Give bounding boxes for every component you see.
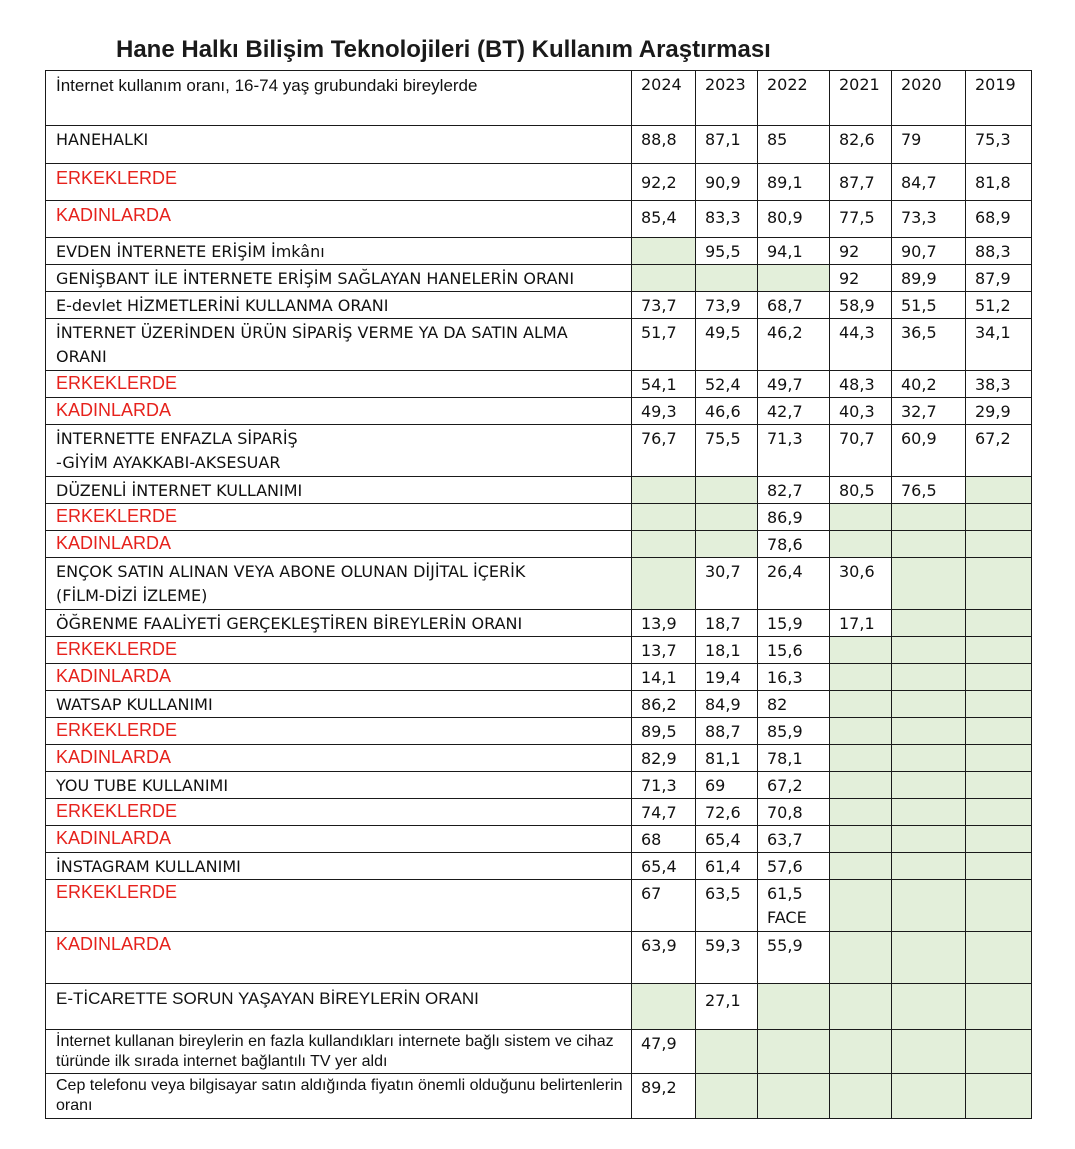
table-row (46, 799, 1032, 826)
value-cell: 76,7 (632, 425, 696, 477)
header-row (46, 71, 1032, 126)
value-cell (830, 745, 892, 772)
value-cell: 65,4 (632, 853, 696, 880)
header-label: İnternet kullanım oranı, 16-74 yaş grubundaki bireylerde (46, 71, 632, 126)
value-cell (696, 477, 758, 504)
value-cell (966, 504, 1032, 531)
value-cell (966, 610, 1032, 637)
value-cell: 68,9 (966, 201, 1032, 238)
value-cell (830, 826, 892, 853)
value-cell (632, 984, 696, 1030)
value-cell (892, 1074, 966, 1119)
value-cell: 80,5 (830, 477, 892, 504)
table-row (46, 398, 1032, 425)
value-cell: 74,7 (632, 799, 696, 826)
value-cell (966, 664, 1032, 691)
table-row (46, 691, 1032, 718)
value-cell: 51,5 (892, 292, 966, 319)
value-cell (966, 531, 1032, 558)
row-label: İNSTAGRAM KULLANIMI (46, 853, 632, 880)
value-cell: 14,1 (632, 664, 696, 691)
value-cell (892, 932, 966, 984)
value-cell (830, 531, 892, 558)
value-cell: 18,1 (696, 637, 758, 664)
value-cell (892, 745, 966, 772)
value-cell: 68,7 (758, 292, 830, 319)
value-cell: 92 (830, 238, 892, 265)
value-cell: 59,3 (696, 932, 758, 984)
value-cell: 55,9 (758, 932, 830, 984)
value-cell: 80,9 (758, 201, 830, 238)
value-cell: 78,6 (758, 531, 830, 558)
value-cell: 29,9 (966, 398, 1032, 425)
table-row (46, 637, 1032, 664)
value-cell: 49,3 (632, 398, 696, 425)
value-cell: 95,5 (696, 238, 758, 265)
value-cell (758, 265, 830, 292)
value-cell: 90,9 (696, 164, 758, 201)
table-row (46, 265, 1032, 292)
row-label: İNTERNET ÜZERİNDEN ÜRÜN SİPARİŞ VERME YA DA SATIN ALMA ORANI (46, 319, 632, 371)
value-cell: 73,3 (892, 201, 966, 238)
value-cell (830, 504, 892, 531)
statistics-table (45, 70, 1032, 1119)
year-header: 2023 (696, 71, 758, 126)
value-cell (830, 772, 892, 799)
value-cell: 60,9 (892, 425, 966, 477)
table-row (46, 826, 1032, 853)
row-label: ÖĞRENME FAALİYETİ GERÇEKLEŞTİREN BİREYLERİN ORANI (46, 610, 632, 637)
value-cell (892, 853, 966, 880)
value-cell (892, 799, 966, 826)
row-label: Cep telefonu veya bilgisayar satın aldığında fiyatın önemli olduğunu belirtenlerin oranı (46, 1074, 632, 1119)
value-cell: 71,3 (632, 772, 696, 799)
row-label-line: ENÇOK SATIN ALINAN VEYA ABONE OLUNAN DİJİTAL İÇERİK (56, 562, 526, 581)
value-cell: 18,7 (696, 610, 758, 637)
value-cell (632, 558, 696, 610)
value-cell: 75,5 (696, 425, 758, 477)
value-cell (892, 664, 966, 691)
value-cell: 72,6 (696, 799, 758, 826)
value-cell (696, 1074, 758, 1119)
value-cell: 86,2 (632, 691, 696, 718)
value-cell (966, 477, 1032, 504)
value-cell: 67 (632, 880, 696, 932)
value-cell: 68 (632, 826, 696, 853)
value-cell: 70,7 (830, 425, 892, 477)
value-cell: 81,1 (696, 745, 758, 772)
value-cell (830, 984, 892, 1030)
value-cell: 87,7 (830, 164, 892, 201)
value-cell: 90,7 (892, 238, 966, 265)
value-cell (632, 265, 696, 292)
value-cell (830, 853, 892, 880)
value-cell: 19,4 (696, 664, 758, 691)
table-row (46, 504, 1032, 531)
year-header: 2022 (758, 71, 830, 126)
value-cell (892, 504, 966, 531)
value-cell: 51,7 (632, 319, 696, 371)
value-cell: 81,8 (966, 164, 1032, 201)
row-label: KADINLARDA (46, 664, 632, 691)
value-cell (966, 1030, 1032, 1074)
value-cell: 89,5 (632, 718, 696, 745)
row-label: E-TİCARETTE SORUN YAŞAYAN BİREYLERİN ORANI (46, 984, 632, 1030)
value-cell: 82,9 (632, 745, 696, 772)
table-row (46, 853, 1032, 880)
value-cell: 44,3 (830, 319, 892, 371)
value-cell: 34,1 (966, 319, 1032, 371)
row-label: ERKEKLERDE (46, 371, 632, 398)
value-cell: 87,9 (966, 265, 1032, 292)
value-cell (892, 826, 966, 853)
value-cell: 49,7 (758, 371, 830, 398)
value-cell (966, 691, 1032, 718)
table-row (46, 477, 1032, 504)
row-label (46, 425, 632, 477)
value-cell: 79 (892, 126, 966, 164)
value-cell (830, 664, 892, 691)
table-row (46, 1074, 1032, 1119)
value-cell (830, 1030, 892, 1074)
row-label: ERKEKLERDE (46, 637, 632, 664)
value-cell (966, 932, 1032, 984)
table-row (46, 932, 1032, 984)
value-cell: 82,6 (830, 126, 892, 164)
table-row (46, 371, 1032, 398)
value-cell: 38,3 (966, 371, 1032, 398)
value-cell: 13,7 (632, 637, 696, 664)
table-row (46, 201, 1032, 238)
value-text: 61,5 (767, 884, 803, 903)
row-label: KADINLARDA (46, 932, 632, 984)
row-label-line: (FİLM-DİZİ İZLEME) (56, 586, 208, 605)
value-cell (830, 1074, 892, 1119)
value-cell (892, 531, 966, 558)
value-cell: 82 (758, 691, 830, 718)
year-header: 2020 (892, 71, 966, 126)
value-cell (696, 531, 758, 558)
row-label: KADINLARDA (46, 201, 632, 238)
value-cell: 82,7 (758, 477, 830, 504)
row-label: HANEHALKI (46, 126, 632, 164)
row-label: İnternet kullanan bireylerin en fazla kullandıkları internete bağlı sistem ve cihaz türünde ilk sırada internet bağlantılı TV yer aldı (46, 1030, 632, 1074)
value-cell (632, 531, 696, 558)
value-cell: 40,3 (830, 398, 892, 425)
table-row (46, 718, 1032, 745)
table-row (46, 292, 1032, 319)
value-cell: 57,6 (758, 853, 830, 880)
row-label: ERKEKLERDE (46, 718, 632, 745)
value-cell: 46,2 (758, 319, 830, 371)
year-header: 2021 (830, 71, 892, 126)
value-cell (966, 745, 1032, 772)
value-cell (830, 637, 892, 664)
table-row (46, 610, 1032, 637)
value-cell: 58,9 (830, 292, 892, 319)
value-cell (758, 880, 830, 932)
value-cell: 36,5 (892, 319, 966, 371)
value-cell: 17,1 (830, 610, 892, 637)
value-cell: 52,4 (696, 371, 758, 398)
value-cell: 75,3 (966, 126, 1032, 164)
value-cell (830, 718, 892, 745)
value-cell: 46,6 (696, 398, 758, 425)
value-cell: 30,6 (830, 558, 892, 610)
value-cell: 27,1 (696, 984, 758, 1030)
row-label: KADINLARDA (46, 398, 632, 425)
value-cell: 51,2 (966, 292, 1032, 319)
value-cell (966, 984, 1032, 1030)
row-label: ERKEKLERDE (46, 504, 632, 531)
value-cell: 84,7 (892, 164, 966, 201)
table-row (46, 164, 1032, 201)
value-cell: 40,2 (892, 371, 966, 398)
value-cell (966, 826, 1032, 853)
value-cell: 85 (758, 126, 830, 164)
value-cell: 67,2 (758, 772, 830, 799)
value-cell (966, 853, 1032, 880)
value-cell: 67,2 (966, 425, 1032, 477)
table-row (46, 745, 1032, 772)
value-cell: 73,7 (632, 292, 696, 319)
table-row (46, 425, 1032, 477)
value-cell (632, 238, 696, 265)
table-row (46, 984, 1032, 1030)
value-cell (892, 610, 966, 637)
value-cell: 85,4 (632, 201, 696, 238)
table-row (46, 126, 1032, 164)
value-cell: 42,7 (758, 398, 830, 425)
value-cell (830, 691, 892, 718)
value-cell (696, 265, 758, 292)
value-cell: 83,3 (696, 201, 758, 238)
value-cell: 69 (696, 772, 758, 799)
table-row (46, 558, 1032, 610)
row-label: KADINLARDA (46, 826, 632, 853)
value-cell: 78,1 (758, 745, 830, 772)
value-cell (696, 1030, 758, 1074)
value-cell (966, 718, 1032, 745)
value-cell: 30,7 (696, 558, 758, 610)
value-cell: 65,4 (696, 826, 758, 853)
value-cell (758, 1074, 830, 1119)
row-label: YOU TUBE KULLANIMI (46, 772, 632, 799)
table-row (46, 880, 1032, 932)
value-cell (966, 772, 1032, 799)
table-row (46, 531, 1032, 558)
value-cell: 13,9 (632, 610, 696, 637)
year-header: 2024 (632, 71, 696, 126)
row-label: GENİŞBANT İLE İNTERNETE ERİŞİM SAĞLAYAN HANELERİN ORANI (46, 265, 632, 292)
value-cell: 76,5 (892, 477, 966, 504)
value-cell (966, 558, 1032, 610)
value-cell: 86,9 (758, 504, 830, 531)
value-cell: 26,4 (758, 558, 830, 610)
table-row (46, 319, 1032, 371)
row-label: WATSAP KULLANIMI (46, 691, 632, 718)
value-cell: 89,9 (892, 265, 966, 292)
value-cell (696, 504, 758, 531)
value-cell (632, 477, 696, 504)
value-cell (758, 984, 830, 1030)
value-cell: 88,8 (632, 126, 696, 164)
value-cell: 87,1 (696, 126, 758, 164)
value-cell (966, 1074, 1032, 1119)
value-cell: 47,9 (632, 1030, 696, 1074)
value-cell: 16,3 (758, 664, 830, 691)
value-cell (892, 558, 966, 610)
year-header: 2019 (966, 71, 1032, 126)
value-cell: 89,2 (632, 1074, 696, 1119)
value-cell (966, 637, 1032, 664)
value-cell: 70,8 (758, 799, 830, 826)
value-cell: 49,5 (696, 319, 758, 371)
value-cell: 63,9 (632, 932, 696, 984)
table-row (46, 1030, 1032, 1074)
value-cell (830, 799, 892, 826)
value-cell: 61,4 (696, 853, 758, 880)
value-cell (892, 772, 966, 799)
row-label (46, 558, 632, 610)
table-row (46, 238, 1032, 265)
value-cell (966, 880, 1032, 932)
row-label-line: -GİYİM AYAKKABI-AKSESUAR (56, 453, 281, 472)
value-cell (830, 932, 892, 984)
face-note: FACE (767, 908, 807, 927)
value-cell: 73,9 (696, 292, 758, 319)
row-label: KADINLARDA (46, 745, 632, 772)
row-label: DÜZENLİ İNTERNET KULLANIMI (46, 477, 632, 504)
row-label: ERKEKLERDE (46, 799, 632, 826)
value-cell (892, 691, 966, 718)
row-label: EVDEN İNTERNETE ERİŞİM İmkânı (46, 238, 632, 265)
page-title: Hane Halkı Bilişim Teknolojileri (BT) Kullanım Araştırması (116, 36, 771, 63)
value-cell: 54,1 (632, 371, 696, 398)
value-cell (892, 637, 966, 664)
value-cell: 77,5 (830, 201, 892, 238)
table-row (46, 664, 1032, 691)
row-label: KADINLARDA (46, 531, 632, 558)
value-cell (892, 718, 966, 745)
row-label: E-devlet HİZMETLERİNİ KULLANMA ORANI (46, 292, 632, 319)
value-cell (892, 880, 966, 932)
value-cell: 15,6 (758, 637, 830, 664)
value-cell (966, 799, 1032, 826)
value-cell: 71,3 (758, 425, 830, 477)
value-cell: 32,7 (892, 398, 966, 425)
value-cell (892, 984, 966, 1030)
value-cell: 63,5 (696, 880, 758, 932)
value-cell (758, 1030, 830, 1074)
value-cell: 85,9 (758, 718, 830, 745)
table-row (46, 772, 1032, 799)
value-cell (892, 1030, 966, 1074)
value-cell: 15,9 (758, 610, 830, 637)
value-cell: 84,9 (696, 691, 758, 718)
value-cell (830, 880, 892, 932)
value-cell: 48,3 (830, 371, 892, 398)
row-label: ERKEKLERDE (46, 880, 632, 932)
value-cell: 92,2 (632, 164, 696, 201)
row-label: ERKEKLERDE (46, 164, 632, 201)
value-cell: 94,1 (758, 238, 830, 265)
value-cell (632, 504, 696, 531)
value-cell: 88,3 (966, 238, 1032, 265)
value-cell: 63,7 (758, 826, 830, 853)
value-cell: 92 (830, 265, 892, 292)
row-label-line: İNTERNETTE ENFAZLA SİPARİŞ (56, 429, 298, 448)
value-cell: 89,1 (758, 164, 830, 201)
value-cell: 88,7 (696, 718, 758, 745)
